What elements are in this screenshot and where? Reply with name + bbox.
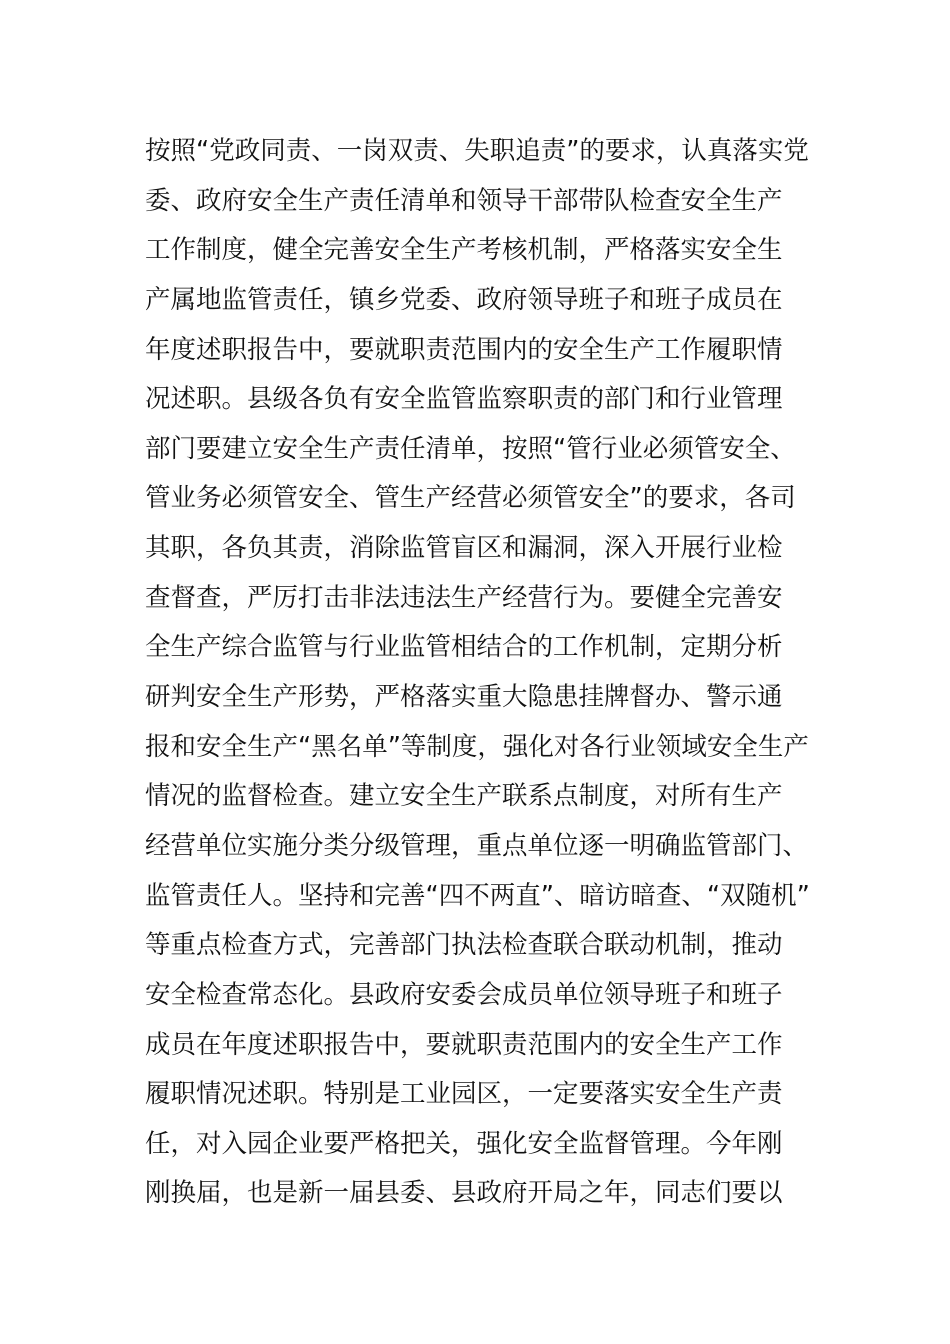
- body-paragraph: [145, 127, 815, 1219]
- text-line: 查督查，严厉打击非法违法生产经营行为。要健全完善安: [145, 582, 783, 613]
- text-line: 安全检查常态化。县政府安委会成员单位领导班子和班子: [145, 979, 783, 1010]
- text-line: 监管责任人。坚持和完善“四不两直”、暗访暗查、“双随机”: [145, 880, 810, 911]
- text-line: 按照“党政同责、一岗双责、失职追责”的要求，认真落实党: [145, 136, 809, 166]
- text-line: 产属地监管责任，镇乡党委、政府领导班子和班子成员在: [145, 284, 783, 315]
- text-line: 经营单位实施分类分级管理，重点单位逐一明确监管部门、: [145, 830, 809, 861]
- text-line: 部门要建立安全生产责任清单，按照“管行业必须管安全、: [145, 433, 796, 464]
- text-line: 工作制度，健全完善安全生产考核机制，严格落实安全生: [145, 235, 783, 266]
- text-line: 报和安全生产“黑名单”等制度，强化对各行业领域安全生产: [145, 731, 809, 762]
- text-line: 刚换届，也是新一届县委、县政府开局之年，同志们要以: [145, 1178, 783, 1209]
- text-line: 年度述职报告中，要就职责范围内的安全生产工作履职情: [145, 334, 783, 365]
- text-line: 况述职。县级各负有安全监管监察职责的部门和行业管理: [145, 384, 783, 415]
- text-line: 情况的监督检查。建立安全生产联系点制度，对所有生产: [145, 781, 783, 812]
- text-line: 任，对入园企业要严格把关，强化安全监督管理。今年刚: [145, 1128, 783, 1159]
- text-line: 其职，各负其责，消除监管盲区和漏洞，深入开展行业检: [145, 533, 783, 564]
- text-line: 研判安全生产形势，严格落实重大隐患挂牌督办、警示通: [145, 682, 783, 713]
- text-line: 等重点检查方式，完善部门执法检查联合联动机制，推动: [145, 930, 783, 961]
- text-line: 委、政府安全生产责任清单和领导干部带队检查安全生产: [145, 185, 783, 216]
- text-line: 成员在年度述职报告中，要就职责范围内的安全生产工作: [145, 1029, 783, 1060]
- text-line: 管业务必须管安全、管生产经营必须管安全”的要求，各司: [145, 483, 796, 514]
- text-line: 履职情况述职。特别是工业园区，一定要落实安全生产责: [145, 1079, 783, 1110]
- text-line: 全生产综合监管与行业监管相结合的工作机制，定期分析: [145, 632, 783, 663]
